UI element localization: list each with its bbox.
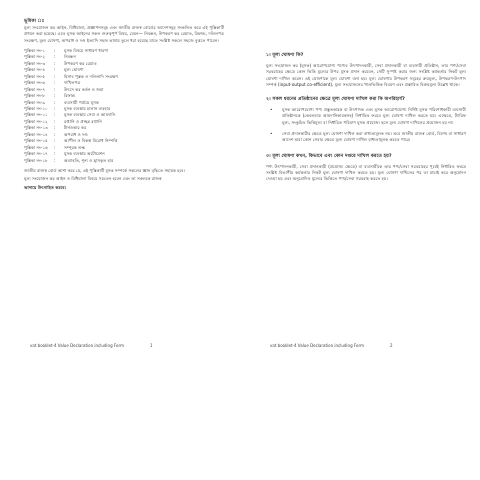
list-item-separator: : bbox=[54, 99, 56, 105]
section-3-heading: ৩। মূল্য ঘোষণা কখন, কিভাবে এবং কোন দপ্তরে দাখিল করতে হয়? bbox=[266, 153, 392, 159]
list-item-number: পুস্তিকা নং-৬ bbox=[24, 80, 46, 86]
section-1-heading: ১। মূল্য ঘোষণা কি? bbox=[266, 53, 304, 58]
list-item-title: ব্যবসায়ী পর্যায়ে মূসক bbox=[64, 99, 99, 105]
list-item-separator: : bbox=[54, 86, 56, 92]
list-item-title: টার্নওভার কর bbox=[64, 125, 87, 131]
section-1-paragraph: মূল্য সংযোজন কর (মূসক) আরোপযোগ্য পণ্যের উৎপাদনকারী, সেবা প্রদানকারী বা ব্যবসায়ী প্রতিষ্ঠান, তার পণ্য/সেবা সরবরাহের ক্ষেত্রে কোন ভিত্তি মূল্যের উপর মূসক প্রদান করবেন, সেটি সুস্পষ্ট করার জন্য সংশ্লিষ্ট কর্মকর্তার নিকট মূল্য ঘোষণা দাখিল করেন। এই ঘোষণাকে মূল্য ঘোষণা বলা হয়। মূল্য ঘোষণায় উপকরণ সমূহের ক্রয়মূল্য, উপকরণ-উৎপাদ সম্পর্ক (input-output co-efficient), মূল্য সংযোজনের খাতভিত্তিক বিবরণ এবং প্রস্তাবিত বিক্রয়মূল্য উল্লেখ থাকে। bbox=[266, 63, 466, 87]
list-item-title: অপরাধ ও দণ্ড bbox=[64, 131, 88, 137]
list-item-separator: : bbox=[54, 67, 56, 73]
list-item-number: পুস্তিকা নং-১২ bbox=[24, 118, 48, 124]
list-item-title: অব্যাহতি, শূন্য ও হ্রাসকৃত হার bbox=[64, 157, 114, 163]
list-item-separator: : bbox=[54, 47, 56, 53]
list-item-number: পুস্তিকা নং-৭ bbox=[24, 86, 46, 92]
footer-left: vat booklet-4 Value Declaration including Form bbox=[30, 343, 124, 348]
list-item-separator: : bbox=[54, 73, 56, 79]
page-number: 2 bbox=[390, 343, 393, 348]
outro-paragraph: জাতীয় রাজস্ব বোর্ড আশা করে যে, এই পুস্তিকাটি মূসক সম্পর্কে সকলের জ্ঞান বৃদ্ধিতে সহায়ক হবে। bbox=[24, 168, 186, 174]
list-item-title: নিবন্ধন bbox=[64, 54, 76, 60]
outro-line-2: মূল্য সংযোজন কর আইন ও বিধিমালা বিষয়ে সচেতন হবেন এবং তা সকলকে রাজস্ব bbox=[24, 176, 162, 182]
list-item-title: মূসক ব্যবস্থায় সেবা ও আমদানি bbox=[64, 112, 116, 118]
list-item-number: পুস্তিকা নং-২ bbox=[24, 54, 46, 60]
bullet-icon: • bbox=[270, 131, 273, 137]
list-item-separator: : bbox=[54, 105, 56, 111]
list-item-separator: : bbox=[54, 112, 56, 118]
list-item-number: পুস্তিকা নং-৯ bbox=[24, 99, 46, 105]
list-item-number: পুস্তিকা নং-৩ bbox=[24, 60, 46, 66]
list-item-number: পুস্তিকা নং-১৬ bbox=[24, 144, 48, 150]
bullet-icon: • bbox=[270, 107, 273, 113]
booklet-list bbox=[24, 48, 224, 164]
list-item-title: আপীল ও বিকল্প বিরোধ নিষ্পত্তি bbox=[64, 138, 118, 144]
list-item-title: মূসক বিষয়ে সাধারণ ধারণা bbox=[64, 47, 108, 53]
intro-heading: ভূমিকা ঃ bbox=[24, 19, 45, 24]
list-item-number: পুস্তিকা নং-৮ bbox=[24, 93, 46, 99]
list-item-separator: : bbox=[54, 60, 56, 66]
page-right bbox=[240, 0, 480, 480]
list-item-title: মূসক ব্যবস্থায় চালান ব্যবহার bbox=[64, 105, 111, 111]
list-item-separator: : bbox=[54, 54, 56, 60]
list-item-separator: : bbox=[54, 144, 56, 150]
list-item-number: পুস্তিকা নং-১৭ bbox=[24, 151, 48, 157]
list-item-number: পুস্তিকা নং-১০ bbox=[24, 105, 48, 111]
outro-line-3: আদায়ে উৎসাহিত করবে। bbox=[24, 184, 67, 190]
list-item-separator: : bbox=[54, 151, 56, 157]
list-item bbox=[24, 158, 224, 164]
list-item-separator: : bbox=[54, 80, 56, 86]
bullet-text: মূসক আরোপযোগ্য পণ্য প্রস্তুতকারক বা উৎপাদক এবং মূসক আরোপযোগ্য নির্দিষ্ট মূসক পরিশোধকারী ব্যবসায়ী প্রতিষ্ঠানকে (কেবলমাত্র আমদানিকারকসহ) নির্ধারিত ফরমে মূল্য ঘোষণা দাখিল করতে হয়। এক্ষেত্রে, ট্যারিফ মূল্য, সংকুচিত ভিত্তিমূল্য বা নির্ধারিত পরিমাণ মূসক প্রযোজ্য হলে মূল্য ঘোষণা দাখিলের প্রয়োজন হয় না। bbox=[282, 107, 466, 125]
list-item-separator: : bbox=[54, 157, 56, 163]
list-item-title: দাখিলপত্র bbox=[64, 80, 81, 86]
page-number: 1 bbox=[150, 343, 153, 348]
page-left-content bbox=[24, 18, 224, 195]
intro-paragraph: মূল্য সংযোজন কর আইন, বিধিমালা, প্রজ্ঞাপনসমূহ এবং জাতীয় রাজস্ব বোর্ডের আদেশসমূহ সংকলিত করে এই পুস্তিকাটি প্রণয়ন করা হয়েছে। এতে মূসক আইনের সকল গুরুত্বপূর্ণ বিষয়, যেমন— নিবন্ধন, উপকরণ কর রেয়াত, রিফান্ড, দলিলপত্র সংরক্ষণ, মূল্য ঘোষণা, অপরাধ ও দণ্ড ইত্যাদি সহজ ভাষায় তুলে ধরা হয়েছে যাতে সংশ্লিষ্ট সকলে সহজে বুঝতে পারেন। bbox=[24, 25, 224, 43]
list-item-separator: : bbox=[54, 93, 56, 99]
list-item-number: পুস্তিকা নং-১৮ bbox=[24, 157, 48, 163]
bullet-item bbox=[266, 131, 466, 144]
list-item-separator: : bbox=[54, 138, 56, 144]
list-item-title: উপকরণ কর রেয়াত bbox=[64, 60, 97, 66]
section-3-paragraph: পণ্য উৎপাদনকারী, সেবা প্রদানকারী (প্রযোজ্য ক্ষেত্রে) বা ব্যবসায়ীকে তার পণ্য/সেবা সরবরাহের পূর্বেই নির্ধারিত ফরমে সংশ্লিষ্ট বিভাগীয় কর্মকর্তার নিকট মূল্য ঘোষণা দাখিল করতে হয়। মূল্য ঘোষণা দাখিলের পর তা যাচাই করে অনুমোদন দেওয়া হয় এবং অনুমোদিত মূল্যের ভিত্তিতে পণ্য/সেবা সরবরাহ করতে হয়। bbox=[266, 163, 466, 182]
list-item-title: রিফান্ড bbox=[64, 93, 76, 99]
bullet-item bbox=[266, 107, 466, 126]
list-item-title: হিসাব পুস্তক ও দলিলাদি সংরক্ষণ bbox=[64, 73, 118, 79]
list-item-title: মূল্য ঘোষণা bbox=[64, 67, 84, 73]
list-item-title: সম্পূরক শুল্ক bbox=[64, 144, 86, 150]
list-item-number: পুস্তিকা নং-১৫ bbox=[24, 138, 48, 144]
list-item-title: মূসক ব্যবস্থায় অটোমেশন bbox=[64, 151, 105, 157]
list-item-separator: : bbox=[54, 118, 56, 124]
section-2-heading: ২। সকল ধরনের প্রতিষ্ঠানের ক্ষেত্রে মূল্য ঘোষণা দাখিল করা কি অপরিহার্য? bbox=[266, 97, 405, 103]
list-item-number: পুস্তিকা নং-১১ bbox=[24, 112, 48, 118]
bullet-text: সেবা প্রদানকারীর ক্ষেত্রে মূল্য ঘোষণা দাখিল করা বাধ্যতামূলক নয়। তবে জাতীয় রাজস্ব বোর্ড, বিশেষ বা সাধারণ আদেশ দ্বারা কোন সেবার ক্ষেত্রে মূল্য ঘোষণা দাখিল বাধ্যতামূলক করতে পারে। bbox=[282, 131, 466, 143]
list-item-number: পুস্তিকা নং-১ bbox=[24, 47, 46, 53]
list-item-number: পুস্তিকা নং-৫ bbox=[24, 73, 46, 79]
list-item-title: রপ্তানি ও প্রচ্ছন্ন রপ্তানি bbox=[64, 118, 102, 124]
list-item-title: উৎসে কর কর্তন ও জমা bbox=[64, 86, 104, 92]
list-item-number: পুস্তিকা নং-১৪ bbox=[24, 131, 48, 137]
list-item-separator: : bbox=[54, 131, 56, 137]
list-item-separator: : bbox=[54, 125, 56, 131]
footer-left: vat booklet-4 Value Declaration including Form bbox=[270, 343, 364, 348]
list-item-number: পুস্তিকা নং-১৩ bbox=[24, 125, 48, 131]
list-item-number: পুস্তিকা নং-৪ bbox=[24, 67, 46, 73]
page-right-content bbox=[266, 52, 466, 187]
